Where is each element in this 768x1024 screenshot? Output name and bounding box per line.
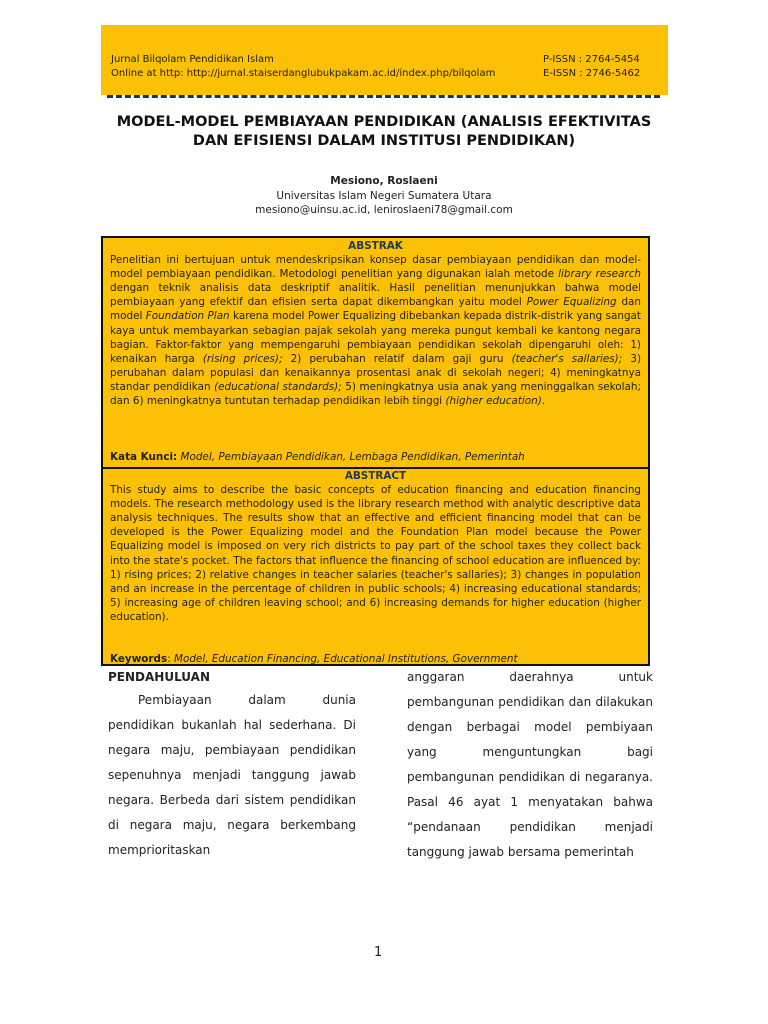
abstract-text: This study aims to describe the basic concepts of education financing and education financing models. The research methodology used is the library research method with analytic descriptive data analysis techniques. The results show that an effective and efficient financing model that can be developed is the Power Equalizing model and the Foundation Plan model because the Power Equalizing model is imposed on very rich districts to pay part of the school taxes they collect back into the state's pocket. The factors that influence the financing of school education are influenced by: 1) rising prices; 2) relative changes in teacher salaries (teacher's sallaries); 3) changes in population and an increase in the percentage of children in public schools; 4) increasing educational standards; 5) increasing age of children leaving school; and 6) increasing demands for higher education (higher education). — [110, 484, 641, 623]
body-left-column — [108, 666, 356, 863]
abstrak-section — [110, 239, 641, 408]
paper-title: MODEL-MODEL PEMBIAYAAN PENDIDIKAN (ANALISIS EFEKTIVITAS DAN EFISIENSI DALAM INSTITUSI PENDIDIKAN) — [116, 114, 652, 149]
keywords-colon: : — [167, 653, 171, 665]
body-paragraph-right: anggaran daerahnya untuk pembangunan pendidikan dan dilakukan dengan berbagai model pembiyaan yang menguntungkan bagi pembangunan pendidikan di negaranya. Pasal 46 ayat 1 menyatakan bahwa “pendanaan pendidikan menjadi tanggung jawab bersama pemerintah — [407, 670, 653, 859]
abstract-section — [110, 469, 641, 624]
header-dashed-rule — [107, 95, 660, 98]
pissn: P-ISSN : 2764-5454 — [543, 54, 640, 65]
eissn: E-ISSN : 2746-5462 — [543, 68, 641, 79]
author-affiliation: Universitas Islam Negeri Sumatera Utara — [276, 189, 492, 202]
page-number: 1 — [374, 945, 383, 960]
journal-url: Online at http: http://jurnal.staiserdanglubukpakam.ac.id/index.php/bilqolam — [111, 68, 496, 79]
journal-name: Jurnal Bilqolam Pendidikan Islam — [111, 54, 274, 65]
author-emails: mesiono@uinsu.ac.id, leniroslaeni78@gmail.com — [255, 204, 513, 216]
abstrak-keywords — [110, 450, 641, 464]
keywords-label: Keywords — [110, 653, 168, 665]
section-heading-pendahuluan: PENDAHULUAN — [108, 670, 210, 684]
abstrak-heading: ABSTRAK — [348, 240, 403, 252]
body-paragraph-left: Pembiayaan dalam dunia pendidikan bukanlah hal sederhana. Di negara maju, pembiayaan pendidikan sepenuhnya menjadi tanggung jawab negara. Berbeda dari sistem pendidikan di negara maju, negara berkembang memprioritaskan — [108, 693, 356, 857]
keywords-value: Model, Education Financing, Educational Institutions, Government — [174, 653, 518, 665]
abstrak-text: Penelitian ini bertujuan untuk mendeskripsikan konsep dasar pembiayaan pendidikan dan model-model pembiayaan pendidikan. Metodologi penelitian yang digunakan ialah metode library research dengan teknik analisis data deskriptif analitik. Hasil penelitian menunjukkan bahwa model pembiayaan yang efektif dan efisien serta dapat dikembangkan yaitu model Power Equalizing dan model Foundation Plan karena model Power Equalizing dibebankan kepada distrik-distrik yang sangat kaya untuk membayarkan sebagian pajak sekolah yang mereka pungut kembali ke kantong negara bagian. Faktor-faktor yang mempengaruhi pembiayaan pendidikan sekolah dipengaruhi oleh: 1) kenaikan harga (rising prices); 2) perubahan relatif dalam gaji guru (teacher's sallaries); 3) perubahan dalam populasi dan kenaikannya prosentasi anak di sekolah negeri; 4) meningkatnya standar pendidikan (educational standards); 5) meningkatnya usia anak yang meninggalkan sekolah; dan 6) meningkatnya tuntutan terhadap pendidikan lebih tinggi (higher education). — [110, 254, 642, 408]
kata-kunci-label: Kata Kunci: — [110, 451, 178, 463]
abstract-heading: ABSTRACT — [344, 470, 407, 482]
kata-kunci-value: Model, Pembiayaan Pendidikan, Lembaga Pendidikan, Pemerintah — [180, 451, 525, 463]
abstract-keywords — [110, 652, 641, 666]
author-names: Mesiono, Roslaeni — [330, 175, 438, 187]
body-right-column — [407, 665, 653, 865]
author-block — [100, 174, 668, 218]
abstract-box — [101, 236, 650, 666]
journal-header — [101, 25, 668, 95]
